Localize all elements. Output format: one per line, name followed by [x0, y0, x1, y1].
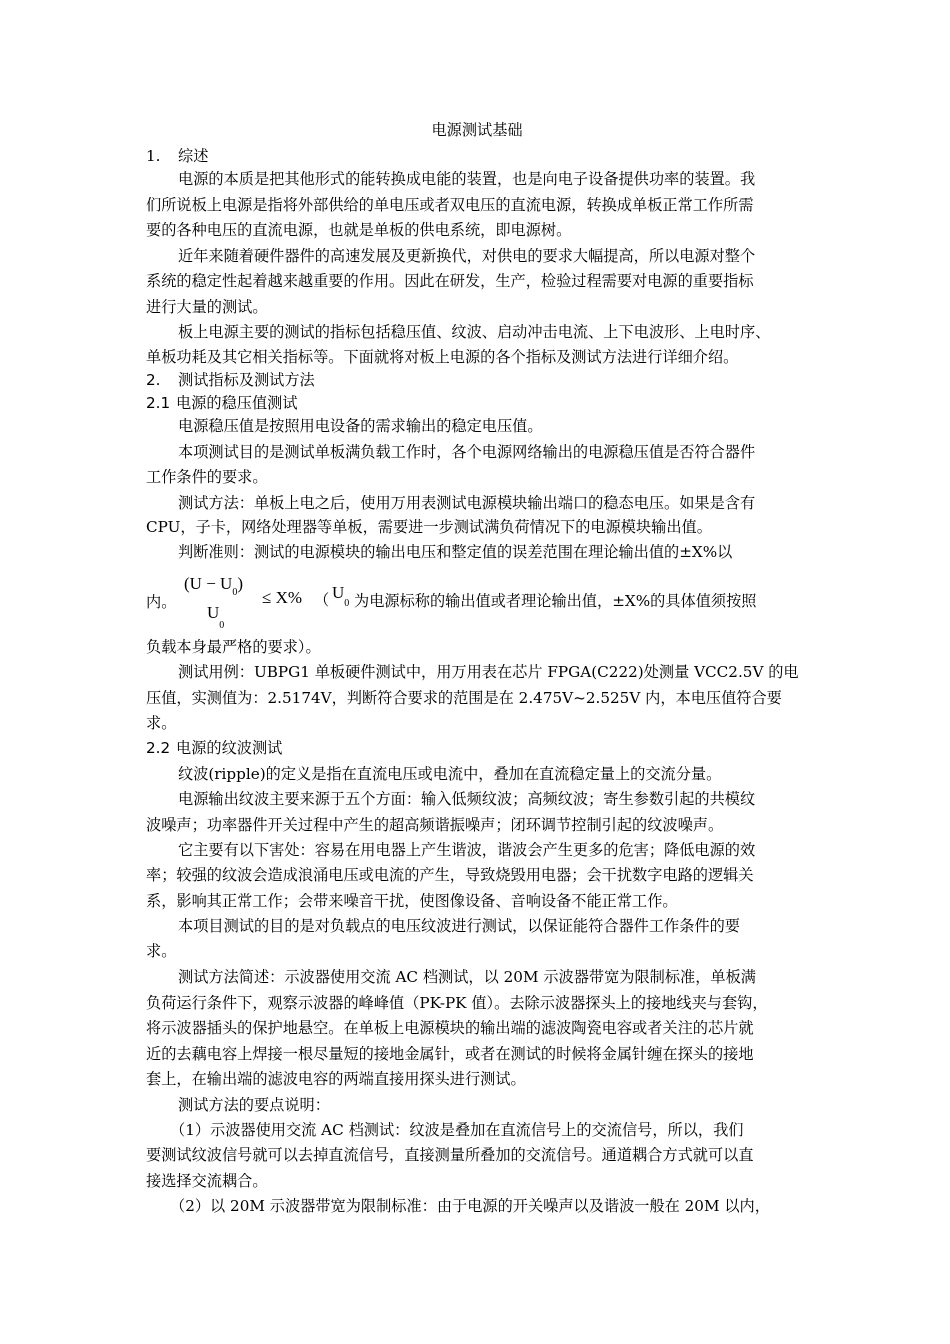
paragraph-line: 套上，在输出端的滤波电容的两端直接用探头进行测试。 — [146, 1070, 526, 1088]
paragraph-line: 电源的本质是把其他形式的能转换成电能的装置，也是向电子设备提供功率的装置。我 — [178, 170, 756, 188]
paragraph-line: 判断准则：测试的电源模块的输出电压和整定值的误差范围在理论输出值的±X%以 — [178, 543, 733, 561]
paragraph-line: 测试用例：UBPG1 单板硬件测试中，用万用表在芯片 FPGA(C222)处测量 VCC2.5V 的电 — [178, 663, 799, 681]
paragraph-line: 要的各种电压的直流电源，也就是单板的供电系统，即电源树。 — [146, 221, 572, 239]
section-title: 电源的纹波测试 — [176, 739, 283, 757]
paragraph-line: 本项测试目的是测试单板满负载工作时，各个电源网络输出的电源稳压值是否符合器件 — [178, 443, 756, 461]
paragraph-line: （2）以 20M 示波器带宽为限制标准：由于电源的开关噪声以及谐波一般在 20M 以内， — [170, 1197, 770, 1215]
paragraph-line: 系统的稳定性起着越来越重要的作用。因此在研发，生产，检验过程需要对电源的重要指标 — [146, 272, 754, 290]
formula-lead: 内。 — [146, 593, 177, 611]
section-title: 电源的稳压值测试 — [176, 394, 298, 412]
paragraph-line: 们所说板上电源是指将外部供给的单电压或者双电压的直流电源，转换成单板正常工作所需 — [146, 196, 754, 214]
paragraph-line: 将示波器插头的保护地悬空。在单板上电源模块的输出端的滤波陶瓷电容或者关注的芯片就 — [146, 1019, 754, 1037]
paragraph-line: 测试方法：单板上电之后，使用万用表测试电源模块输出端口的稳态电压。如果是含有 — [178, 494, 756, 512]
paragraph-line: 近年来随着硬件器件的高速发展及更新换代，对供电的要求大幅提高，所以电源对整个 — [178, 247, 756, 265]
paragraph-line: 进行大量的测试。 — [146, 298, 268, 316]
paragraph-line: 负载本身最严格的要求）。 — [146, 638, 321, 656]
page-title: 电源测试基础 — [431, 121, 523, 139]
paragraph-line: 求。 — [146, 942, 177, 960]
section-heading-2-2 — [146, 737, 282, 759]
formula-numerator: $(U - U_0)$ — [184, 574, 243, 598]
section-heading-2 — [146, 369, 315, 391]
section-heading-2-1 — [146, 392, 298, 414]
section-number: 1. — [146, 147, 161, 165]
paragraph-line: （1）示波器使用交流 AC 档测试：纹波是叠加在直流信号上的交流信号，所以，我们 — [170, 1121, 744, 1139]
paragraph-line: CPU，子卡，网络处理器等单板，需要进一步测试满负荷情况下的电源模块输出值。 — [146, 518, 712, 536]
paragraph-line: 纹波(ripple)的定义是指在直流电压或电流中，叠加在直流稳定量上的交流分量。 — [178, 765, 722, 783]
paragraph-line: 负荷运行条件下，观察示波器的峰峰值（PK-PK 值）。去除示波器探头上的接地线夹与套钩， — [146, 994, 768, 1012]
section-number: 2. — [146, 371, 161, 389]
paragraph-line: 测试方法的要点说明： — [178, 1096, 330, 1114]
formula-relation: ≤ X% — [262, 588, 303, 607]
paragraph-line: 单板功耗及其它相关指标等。下面就将对板上电源的各个指标及测试方法进行详细介绍。 — [146, 348, 739, 366]
section-heading-1 — [146, 145, 208, 167]
paragraph-line: 接选择交流耦合。 — [146, 1172, 268, 1190]
paragraph-line: 求。 — [146, 714, 177, 732]
paragraph-line: 波噪声；功率器件开关过程中产生的超高频谐振噪声；闭环调节控制引起的纹波噪声。 — [146, 816, 724, 834]
paragraph-line: 板上电源主要的测试的指标包括稳压值、纹波、启动冲击电流、上下电波形、上电时序、 — [178, 323, 771, 341]
paragraph-line: 测试方法简述：示波器使用交流 AC 档测试，以 20M 示波器带宽为限制标准，单板满 — [178, 968, 756, 986]
paragraph-line: 压值，实测值为：2.5174V，判断符合要求的范围是在 2.475V~2.525V 内，本电压值符合要 — [146, 689, 782, 707]
section-title: 综述 — [178, 147, 209, 165]
paragraph-line: 电源输出纹波主要来源于五个方面：输入低频纹波；高频纹波；寄生参数引起的共模纹 — [178, 790, 756, 808]
paragraph-line: 近的去藕电容上焊接一根尽量短的接地金属针，或者在测试的时候将金属针缠在探头的接地 — [146, 1045, 754, 1063]
section-number: 2.2 — [146, 739, 171, 757]
formula-denominator: $U_0$ — [207, 603, 225, 631]
error-range-formula — [146, 571, 808, 633]
paragraph-line: 它主要有以下害处：容易在用电器上产生谐波，谐波会产生更多的危害；降低电源的效 — [178, 841, 756, 859]
formula-paren: （ — [314, 591, 330, 609]
paragraph-line: 要测试纹波信号就可以去掉直流信号，直接测量所叠加的交流信号。通道耦合方式就可以直 — [146, 1146, 754, 1164]
section-number: 2.1 — [146, 394, 171, 412]
paragraph-line: 率；较强的纹波会造成浪涌电压或电流的产生，导致烧毁用电器；会干扰数字电路的逻辑关 — [146, 866, 754, 884]
formula-tail: 为电源标称的输出值或者理论输出值，±X%的具体值须按照 — [354, 592, 757, 610]
paragraph-line: 电源稳压值是按照用电设备的需求输出的稳定电压值。 — [178, 417, 543, 435]
paragraph-line: 工作条件的要求。 — [146, 468, 268, 486]
formula-variable: $U_0$ — [332, 583, 350, 609]
section-title: 测试指标及测试方法 — [178, 371, 315, 389]
paragraph-line: 系，影响其正常工作；会带来噪音干扰，使图像设备、音响设备不能正常工作。 — [146, 892, 678, 910]
paragraph-line: 本项目测试的目的是对负载点的电压纹波进行测试，以保证能符合器件工作条件的要 — [178, 917, 740, 935]
